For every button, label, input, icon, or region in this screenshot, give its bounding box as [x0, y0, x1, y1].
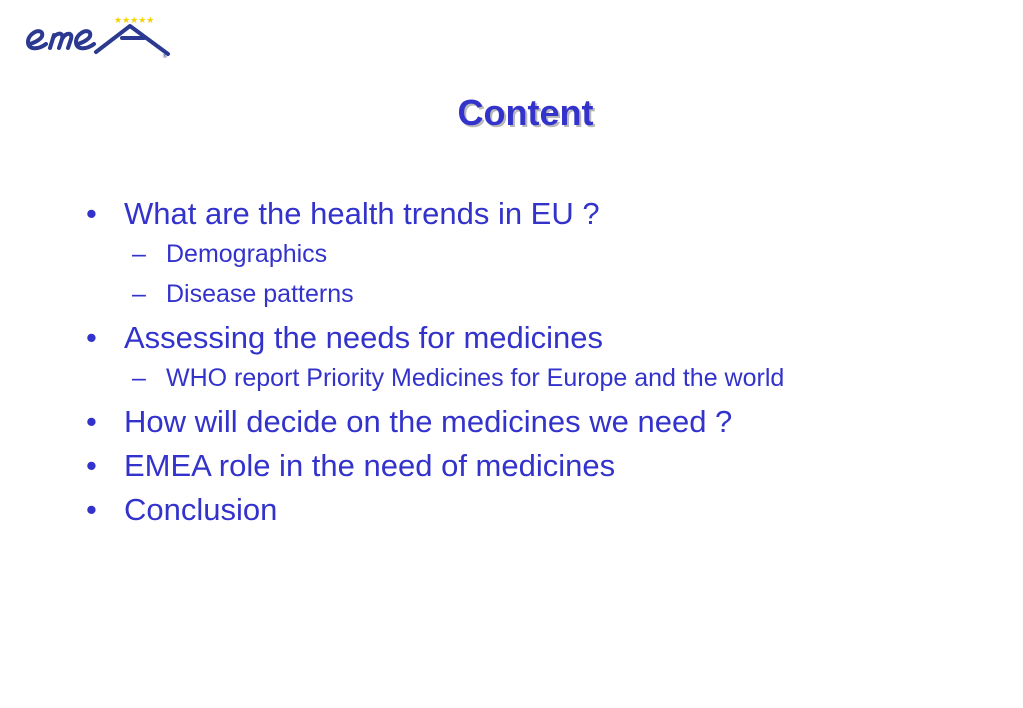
bullet-list [86, 190, 1006, 530]
list-item [86, 490, 1006, 530]
emea-logo-icon [22, 8, 182, 64]
emea-logo [22, 8, 182, 64]
bullet-icon: • [86, 320, 97, 355]
bullet-icon: • [86, 492, 97, 527]
sub-list-item [86, 358, 1006, 398]
list-item [86, 402, 1006, 442]
slide-title: Content [457, 92, 594, 133]
bullet-icon: • [86, 448, 97, 483]
sub-list-item [86, 274, 1006, 314]
dash-icon: – [132, 364, 146, 392]
dash-icon: – [132, 280, 146, 308]
svg-text:®: ® [162, 53, 168, 60]
sub-list-item [86, 234, 1006, 274]
sub-list-item-text: Demographics [166, 240, 328, 268]
list-item-text: EMEA role in the need of medicines [124, 448, 616, 483]
list-item [86, 194, 1006, 234]
sub-list-item-text: Disease patterns [166, 280, 354, 308]
list-item [86, 446, 1006, 486]
list-item-text: What are the health trends in EU ? [124, 196, 600, 231]
list-item-text: Assessing the needs for medicines [124, 320, 604, 355]
bullet-icon: • [86, 404, 97, 439]
list-item-text: Conclusion [124, 492, 278, 527]
dash-icon: – [132, 240, 146, 268]
svg-text:★★★★★: ★★★★★ [114, 16, 155, 26]
list-item [86, 318, 1006, 358]
sub-list-item-text: WHO report Priority Medicines for Europe and the world [166, 364, 785, 392]
list-item-text: How will decide on the medicines we need ? [124, 404, 733, 439]
bullet-icon: • [86, 196, 97, 231]
